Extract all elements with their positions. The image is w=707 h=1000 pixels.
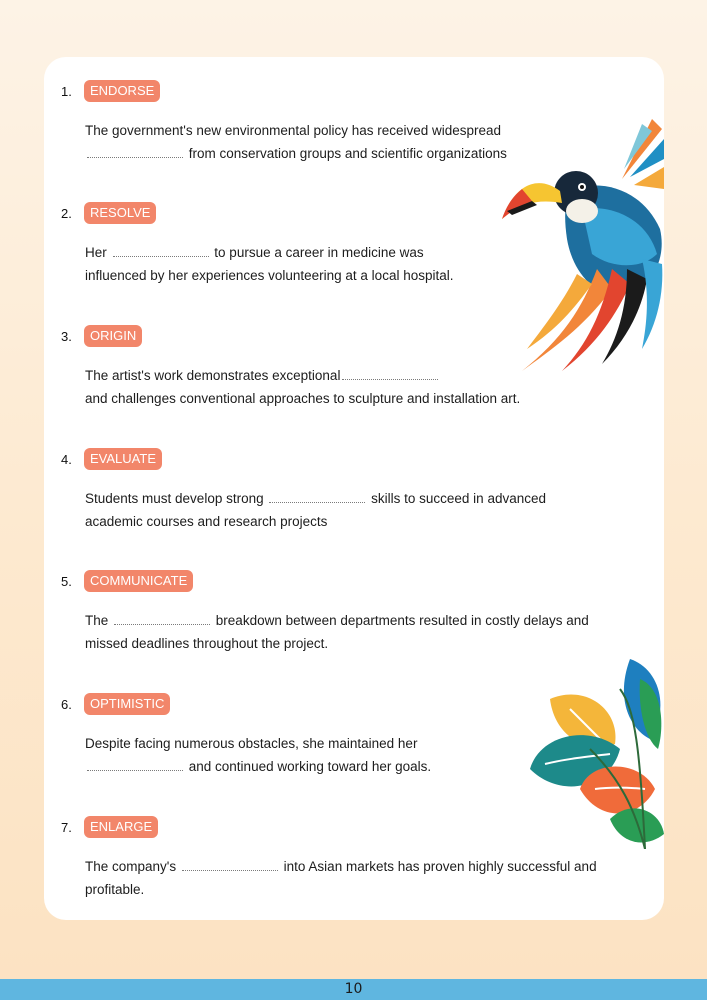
sentence-end: into Asian markets has proven highly successful and profitable. bbox=[85, 859, 597, 897]
answer-blank[interactable] bbox=[87, 769, 183, 771]
sentence-end: from conservation groups and scientific organizations bbox=[188, 145, 507, 161]
sentence bbox=[85, 733, 480, 778]
sentence-end: to pursue a career in medicine was influenced by her experiences volunteering at a local hospital. bbox=[85, 245, 454, 283]
item-number: 6. bbox=[61, 697, 72, 712]
monstera-leaves-illustration bbox=[520, 649, 664, 849]
item-number: 1. bbox=[61, 84, 72, 99]
worksheet-card bbox=[44, 57, 664, 920]
answer-blank[interactable] bbox=[269, 501, 365, 503]
answer-blank[interactable] bbox=[87, 156, 183, 158]
word-badge: ENDORSE bbox=[84, 80, 160, 102]
item-number: 3. bbox=[61, 329, 72, 344]
item-number: 4. bbox=[61, 452, 72, 467]
word-badge: ORIGIN bbox=[84, 325, 142, 347]
word-badge: ENLARGE bbox=[84, 816, 158, 838]
word-badge: COMMUNICATE bbox=[84, 570, 193, 592]
sentence-start: The company's bbox=[85, 859, 177, 874]
toucan-illustration bbox=[502, 119, 664, 371]
word-badge: EVALUATE bbox=[84, 448, 162, 470]
sentence bbox=[85, 488, 575, 533]
answer-blank[interactable] bbox=[182, 869, 278, 871]
answer-blank[interactable] bbox=[114, 623, 210, 625]
sentence-start: The artist's work demonstrates exceptional bbox=[85, 368, 341, 383]
word-badge: OPTIMISTIC bbox=[84, 693, 170, 715]
item-number: 7. bbox=[61, 820, 72, 835]
sentence-end: and continued working toward her goals. bbox=[188, 758, 432, 774]
sentence-start: Students must develop strong bbox=[85, 491, 264, 506]
page-number: 10 bbox=[344, 981, 363, 997]
answer-blank[interactable] bbox=[113, 255, 209, 257]
sentence-start: Despite facing numerous obstacles, she maintained her bbox=[85, 736, 418, 751]
sentence bbox=[85, 856, 630, 901]
item-number: 5. bbox=[61, 574, 72, 589]
sentence-start: The bbox=[85, 613, 109, 628]
sentence bbox=[85, 365, 625, 410]
sentence-start: Her bbox=[85, 245, 107, 260]
word-badge: RESOLVE bbox=[84, 202, 156, 224]
sentence-end: skills to succeed in advanced academic courses and research projects bbox=[85, 491, 546, 529]
answer-blank[interactable] bbox=[342, 378, 438, 380]
sentence-end: breakdown between departments resulted in costly delays and missed deadlines throughout the project. bbox=[85, 613, 589, 651]
sentence bbox=[85, 242, 485, 287]
sentence-end: and challenges conventional approaches to sculpture and installation art. bbox=[85, 390, 521, 406]
page-footer bbox=[0, 979, 707, 1000]
item-number: 2. bbox=[61, 206, 72, 221]
sentence-start: The government's new environmental policy has received widespread bbox=[85, 123, 502, 138]
